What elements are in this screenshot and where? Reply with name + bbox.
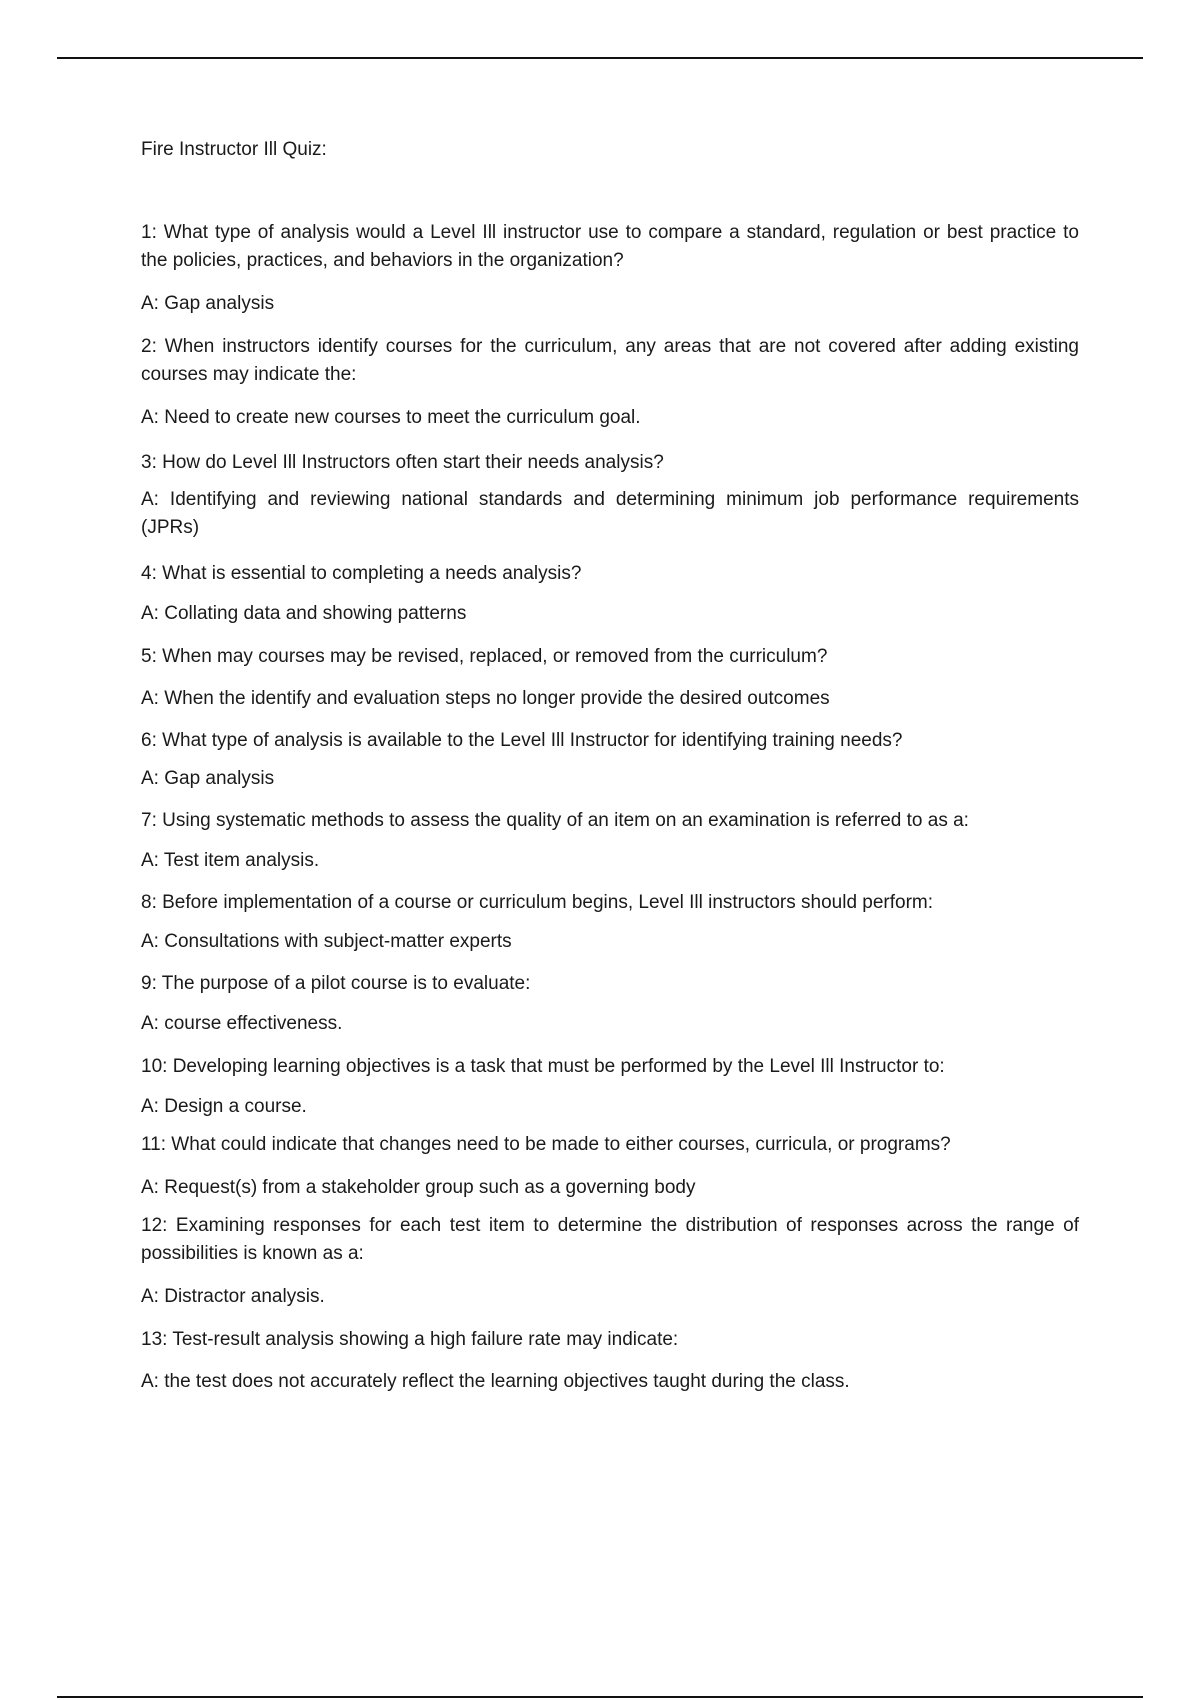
answer-1: A: Gap analysis [141, 293, 275, 314]
question-3: 3: How do Level Ill Instructors often start their needs analysis? [141, 452, 664, 473]
question-10: 10: Developing learning objectives is a task that must be performed by the Level Ill Instructor to: [141, 1056, 945, 1077]
answer-9: A: course effectiveness. [141, 1013, 343, 1034]
question-12: 12: Examining responses for each test item to determine the distribution of responses across the range of possibilities is known as a: [141, 1215, 1079, 1264]
question-4: 4: What is essential to completing a needs analysis? [141, 563, 582, 584]
answer-4: A: Collating data and showing patterns [141, 603, 467, 624]
answer-8: A: Consultations with subject-matter experts [141, 931, 512, 952]
answer-7: A: Test item analysis. [141, 850, 320, 871]
question-11: 11: What could indicate that changes need to be made to either courses, curricula, or programs? [141, 1134, 951, 1155]
question-9: 9: The purpose of a pilot course is to evaluate: [141, 973, 531, 994]
question-6: 6: What type of analysis is available to the Level Ill Instructor for identifying training needs? [141, 730, 903, 751]
answer-2: A: Need to create new courses to meet the curriculum goal. [141, 407, 641, 428]
answer-10: A: Design a course. [141, 1096, 307, 1117]
answer-13: A: the test does not accurately reflect the learning objectives taught during the class. [141, 1371, 850, 1392]
question-1: 1: What type of analysis would a Level Ill instructor use to compare a standard, regulation or best practice to the policies, practices, and behaviors in the organization? [141, 222, 1079, 271]
answer-11: A: Request(s) from a stakeholder group such as a governing body [141, 1177, 696, 1198]
answer-12: A: Distractor analysis. [141, 1286, 325, 1307]
answer-6: A: Gap analysis [141, 768, 275, 789]
answer-3: A: Identifying and reviewing national standards and determining minimum job performance requirements (JPRs) [141, 489, 1079, 538]
question-8: 8: Before implementation of a course or curriculum begins, Level Ill instructors should perform: [141, 892, 934, 913]
answer-5: A: When the identify and evaluation steps no longer provide the desired outcomes [141, 688, 830, 709]
bottom-rule [57, 1696, 1143, 1698]
question-2: 2: When instructors identify courses for the curriculum, any areas that are not covered after adding existing courses may indicate the: [141, 336, 1079, 385]
question-13: 13: Test-result analysis showing a high failure rate may indicate: [141, 1329, 679, 1350]
top-rule [57, 57, 1143, 59]
question-7: 7: Using systematic methods to assess the quality of an item on an examination is referred to as a: [141, 810, 969, 831]
question-5: 5: When may courses may be revised, replaced, or removed from the curriculum? [141, 646, 828, 667]
document-title: Fire Instructor Ill Quiz: [141, 139, 327, 160]
